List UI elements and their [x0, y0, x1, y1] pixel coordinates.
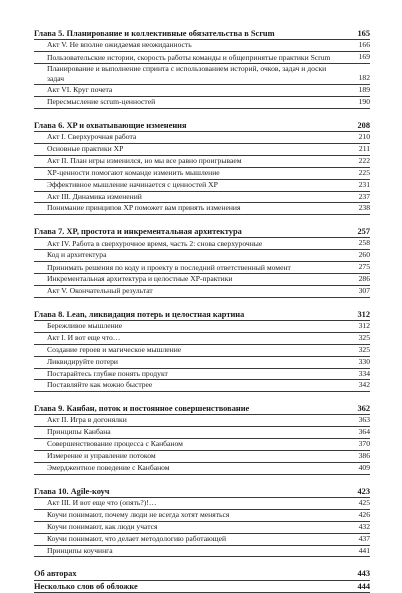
toc-entry-title: Акт I. И вот еще что…: [47, 332, 121, 342]
toc-entry: [34, 286, 370, 298]
chapter-heading: [34, 486, 370, 498]
toc-entry-page-number: 307: [358, 286, 370, 295]
toc-entry-title: Понимание принципов XP поможет вам принять изменения: [47, 203, 241, 213]
chapter-heading-title: Глава 9. Канбан, поток и постоянное совершенствование: [34, 404, 250, 414]
toc-entry: [34, 64, 370, 85]
toc-entry: [34, 168, 370, 180]
toc-entry: [34, 522, 370, 534]
toc-entry-page-number: 166: [358, 40, 370, 49]
toc-entry-title: Принципы Канбана: [47, 427, 111, 437]
toc-entry: [34, 510, 370, 522]
toc-entry-page-number: 325: [358, 344, 370, 354]
toc-entry: [34, 180, 370, 192]
toc-entry: [34, 345, 370, 357]
toc-entry-title: Основные практики XP: [47, 143, 124, 153]
toc-entry: [34, 333, 370, 345]
toc-entry-title: Инкрементальная архитектура и целостные XP-практики: [47, 274, 233, 284]
toc-entry: [34, 238, 370, 250]
toc-entry-page-number: 334: [358, 368, 370, 378]
toc-entry: [34, 132, 370, 144]
toc-entry: [34, 274, 370, 286]
toc-entry-page-number: 275: [358, 262, 370, 272]
toc-entry: [34, 498, 370, 510]
chapter-heading-page-number: 208: [357, 121, 370, 131]
toc-entry-page-number: 342: [358, 380, 370, 390]
chapter-heading-title: Глава 10. Agile-коуч: [34, 486, 110, 496]
toc-entry-page-number: 231: [358, 179, 370, 189]
chapter-heading: [34, 309, 370, 321]
toc-entry-page-number: 169: [358, 51, 370, 61]
toc-entry-page-number: 182: [358, 73, 370, 83]
toc-entry-title: Пересмысление scrum-ценностей: [47, 97, 156, 107]
toc-entry: [34, 369, 370, 381]
chapter-heading-page-number: 257: [357, 227, 370, 237]
toc-entry: [34, 250, 370, 262]
chapter-heading-page-number: 362: [357, 404, 370, 414]
toc-entry-page-number: 237: [358, 191, 370, 201]
toc-entry-title: Поставляйте как можно быстрее: [47, 380, 153, 390]
chapter-heading: [34, 403, 370, 415]
toc-entry-title: Измерение и управление потоком: [47, 451, 156, 461]
toc-entry: [34, 546, 370, 558]
toc-entry-title: Акт II. План игры изменился, но мы все равно проигрываем: [47, 155, 242, 165]
toc-entry-page-number: 225: [358, 167, 370, 177]
toc-entry: [34, 534, 370, 546]
chapter-heading: [34, 226, 370, 238]
toc-entry-title: Планирование и выполнение спринта с использованием историй, очков, задач и доски задач: [47, 63, 327, 84]
chapter-heading-title: Глава 6. XP и охватывающие изменения: [34, 121, 187, 131]
toc-entry: [34, 192, 370, 204]
toc-entry-title: Акт V. Не вполне ожидаемая неожиданность: [47, 40, 192, 49]
chapter-heading: [34, 28, 370, 40]
toc-entry-page-number: 238: [358, 203, 370, 213]
toc-entry-page-number: 211: [358, 143, 370, 153]
toc-entry-title: Код и архитектура: [47, 250, 107, 260]
toc-entry-page-number: 432: [358, 521, 370, 531]
toc-entry: [34, 85, 370, 97]
toc-entry-title: Акт IV. Работа в сверхурочное время, часть 2: снова сверхурочные: [47, 239, 263, 249]
chapter-heading: [34, 120, 370, 132]
toc-entry-title: Ликвидируйте потери: [47, 356, 118, 366]
toc-entry: [34, 97, 370, 109]
chapter-heading-title: Глава 7. XP, простота и инкрементальная архитектура: [34, 227, 242, 237]
toc-entry-title: Совершенствование процесса с Канбаном: [47, 439, 183, 449]
toc-entry-title: Коучи понимают, как люди учатся: [47, 521, 158, 531]
toc-entry-page-number: 312: [358, 320, 370, 330]
toc-entry-page-number: 189: [358, 85, 370, 95]
toc-entry: [34, 156, 370, 168]
toc-entry: [34, 380, 370, 392]
toc-entry-page-number: 363: [358, 415, 370, 425]
toc-entry-page-number: 441: [358, 545, 370, 555]
toc-entry-page-number: 386: [358, 451, 370, 461]
toc-entry: [34, 439, 370, 451]
toc-entry-page-number: 190: [358, 97, 370, 107]
toc-entry-title: Эффективное мышление начинается с ценностей XP: [47, 179, 218, 189]
toc-entry-page-number: 286: [358, 274, 370, 284]
toc-entry-page-number: 425: [358, 497, 370, 507]
toc-entry-title: Акт II. Игра в догонялки: [47, 415, 127, 425]
toc-entry-title: Коучи понимают, почему люди не всегда хотят меняться: [47, 509, 230, 519]
standalone-entry: [34, 568, 370, 581]
standalone-entry-page-number: 443: [357, 569, 370, 579]
toc-entry-title: Акт III. Динамика изменений: [47, 191, 142, 201]
toc-entry: [34, 415, 370, 427]
toc-entry-page-number: 330: [358, 356, 370, 366]
toc-entry: [34, 262, 370, 274]
standalone-entry-page-number: 444: [357, 581, 370, 591]
toc-entry-title: Создание героев и магическое мышление: [47, 344, 182, 354]
toc-entry-title: Акт V. Окончательный результат: [47, 286, 153, 295]
toc-entry: [34, 144, 370, 156]
toc-entry: [34, 451, 370, 463]
chapter-heading-page-number: 165: [357, 29, 370, 38]
toc-entry-title: Принимать решения по коду и проекту в последний ответственный момент: [47, 262, 291, 272]
toc-entry-title: Бережливое мышление: [47, 320, 123, 330]
toc-entry: [34, 203, 370, 215]
toc-entry-page-number: 364: [358, 427, 370, 437]
toc-entry-title: Акт I. Сверхурочная работа: [47, 132, 137, 142]
toc-entry: [34, 463, 370, 475]
toc-entry: [34, 40, 370, 52]
toc-entry-page-number: 222: [358, 155, 370, 165]
standalone-entry-title: Об авторах: [34, 569, 77, 579]
toc-entry-page-number: 210: [358, 132, 370, 142]
toc-entry-page-number: 325: [358, 332, 370, 342]
toc-entry-page-number: 258: [358, 238, 370, 248]
toc-entry-title: Акт VI. Круг почета: [47, 85, 113, 95]
chapter-heading-page-number: 312: [357, 309, 370, 319]
toc-entry-page-number: 437: [358, 533, 370, 543]
toc-entry-title: Коучи понимают, что делает методологию работающей: [47, 533, 227, 543]
standalone-entry: [34, 581, 370, 593]
toc-entry-page-number: 260: [358, 250, 370, 260]
toc-entry-page-number: 370: [358, 439, 370, 449]
toc-entry-title: Пользовательские истории, скорость работы команды и общепринятые практики Scrum: [47, 52, 331, 62]
toc-entry: [34, 357, 370, 369]
toc-entry-page-number: 426: [358, 509, 370, 519]
toc-entry: [34, 321, 370, 333]
table-of-contents: [34, 28, 370, 593]
toc-entry-title: Принципы коучинга: [47, 545, 113, 555]
toc-entry: [34, 52, 370, 64]
standalone-entry-title: Несколько слов об обложке: [34, 581, 138, 591]
chapter-heading-title: Глава 8. Lean, ликвидация потерь и целостная картина: [34, 309, 245, 319]
toc-entry-title: Эмерджентное поведение с Канбаном: [47, 462, 170, 472]
toc-entry-title: Постарайтесь глубже понять продукт: [47, 368, 168, 378]
chapter-heading-title: Глава 5. Планирование и коллективные обязательства в Scrum: [34, 29, 275, 38]
toc-entry-title: Акт III. И вот еще что (опять?)!…: [47, 497, 157, 507]
toc-entry-page-number: 409: [358, 462, 370, 472]
toc-entry: [34, 427, 370, 439]
toc-entry-title: XP-ценности помогают команде изменить мышление: [47, 167, 220, 177]
chapter-heading-page-number: 423: [357, 486, 370, 496]
